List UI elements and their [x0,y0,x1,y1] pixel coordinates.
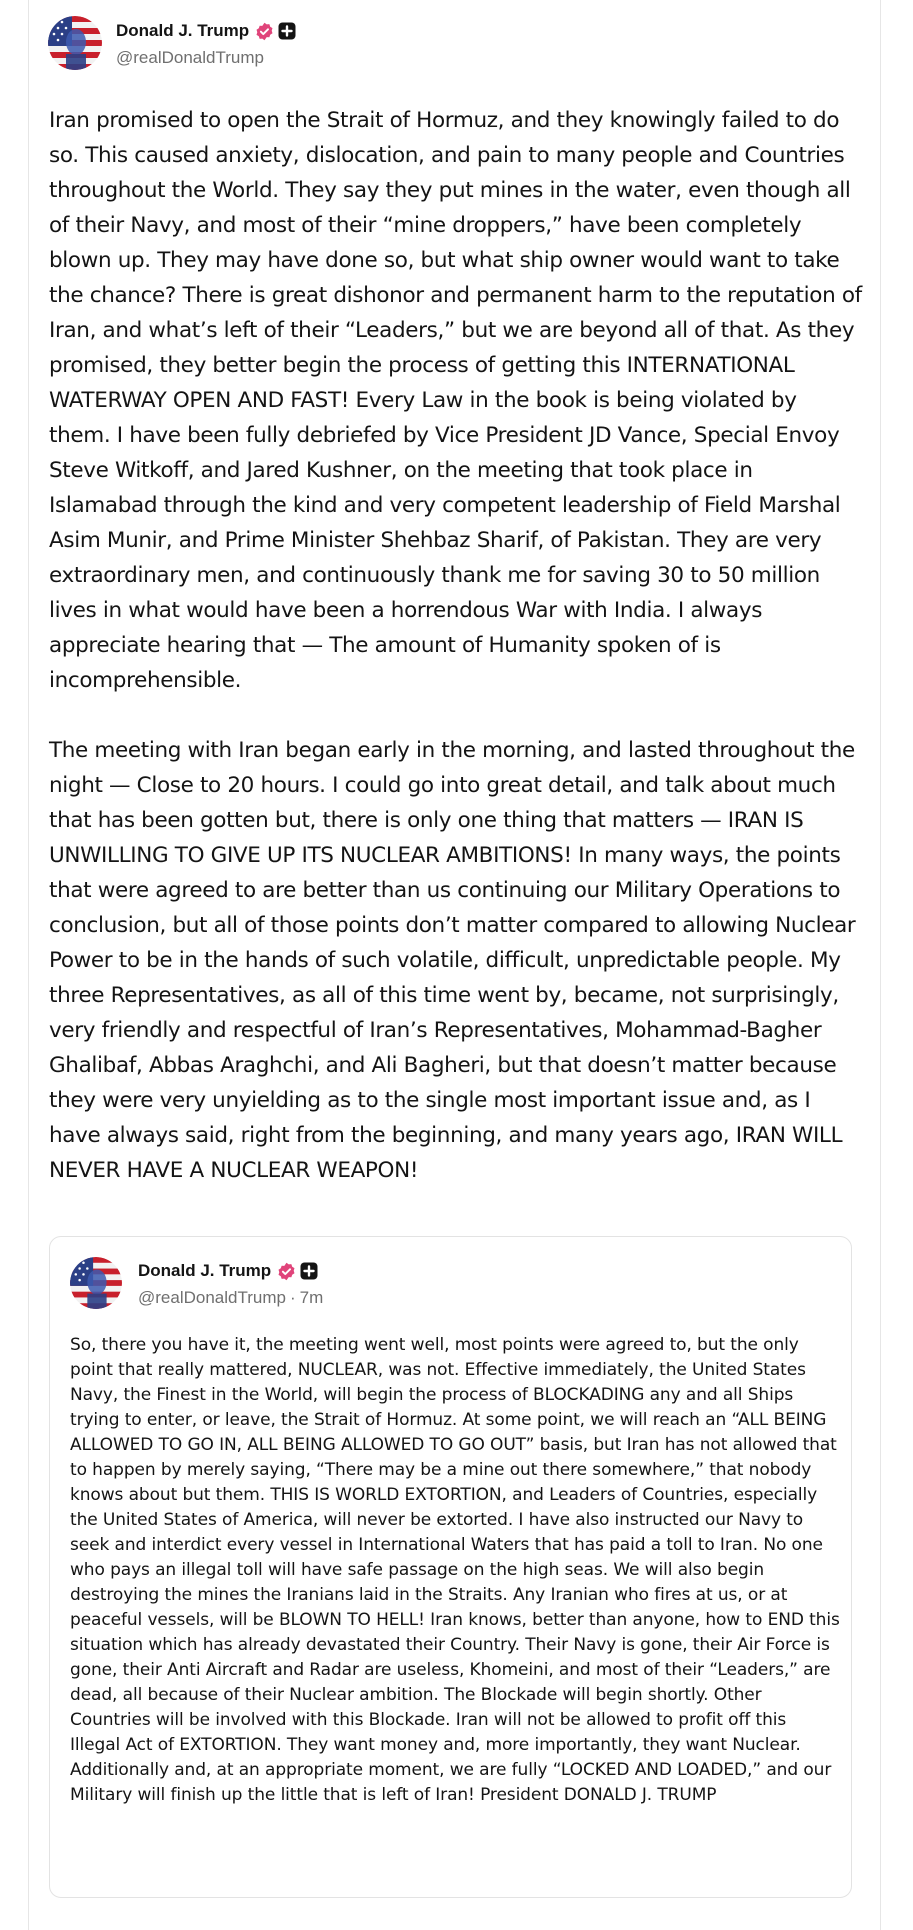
post-paragraph: The meeting with Iran began early in the morning, and lasted throughout the night — Close to 20 hours. I could go into great detail, and talk about much that has been gotten but, there is only one thing that matters — IRAN IS UNWILLING TO GIVE UP ITS NUCLEAR AMBITIONS! In many ways, the points that were agreed to are better than us continuing our Military Operations to conclusion, but all of those points don’t matter compared to allowing Nuclear Power to be in the hands of such volatile, difficult, unpredictable people. My three Representatives, as all of this time went by, became, not surprisingly, very friendly and respectful of Iran’s Representatives, Mohammad-Bagher Ghalibaf, Abbas Araghchi, and Ali Bagheri, but that doesn’t matter because they were very unyielding as to the single most important issue and, as I have always said, right from the beginning, and many years ago, IRAN WILL NEVER HAVE A NUCLEAR WEAPON! [49,738,856,1183]
author-avatar[interactable] [48,16,102,70]
quoted-author-handle[interactable]: @realDonaldTrump [138,1288,286,1307]
quoted-post-time[interactable]: 7m [299,1288,324,1307]
quoted-post-header [70,1257,323,1309]
meta-separator: · [289,1288,296,1307]
quoted-author-name-row [138,1258,323,1284]
author-handle[interactable]: @realDonaldTrump [116,48,264,67]
plus-badge-icon [278,22,296,40]
post-body [49,103,864,1188]
post-paragraph: Iran promised to open the Strait of Hormuz, and they knowingly failed to do so. This caused anxiety, dislocation, and pain to many people and Countries throughout the World. They say they put mines in the water, even though all of their Navy, and most of their “mine droppers,” have been completely blown up. They may have done so, but what ship owner would want to take the chance? There is great dishonor and permanent harm to the reputation of Iran, and what’s left of their “Leaders,” but we are beyond all of that. As they promised, they better begin the process of getting this INTERNATIONAL WATERWAY OPEN AND FAST! Every Law in the book is being violated by them. I have been fully debriefed by Vice President JD Vance, Special Envoy Steve Witkoff, and Jared Kushner, on the meeting that took place in Islamabad through the kind and very competent leadership of Field Marshal Asim Munir, and Prime Minister Shehbaz Sharif, of Pakistan. They are very extraordinary men, and continuously thank me for saving 30 to 50 million lives in what would have been a horrendous War with India. I always appreciate hearing that — The amount of Humanity spoken of is incomprehensible. [49,108,862,693]
plus-badge-icon [300,1262,318,1280]
verified-badge-icon [255,22,274,41]
verified-badge-icon [277,1262,296,1281]
quoted-post-body: So, there you have it, the meeting went well, most points were agreed to, but the only point that really mattered, NUCLEAR, was not. Effective immediately, the United States Navy, the Finest in the World, will begin the process of BLOCKADING any and all Ships trying to enter, or leave, the Strait of Hormuz. At some point, we will reach an “ALL BEING ALLOWED TO GO IN, ALL BEING ALLOWED TO GO OUT” basis, but Iran has not allowed that to happen by merely saying, “There may be a mine out there somewhere,” that nobody knows about but them. THIS IS WORLD EXTORTION, and Leaders of Countries, especially the United States of America, will never be extorted. I have also instructed our Navy to seek and interdict every vessel in International Waters that has paid a toll to Iran. No one who pays an illegal toll will have safe passage on the high seas. We will also begin destroying the mines the Iranians laid in the Straits. Any Iranian who fires at us, or at peaceful vessels, will be BLOWN TO HELL! Iran knows, better than anyone, how to END this situation which has already devastated their Country. Their Navy is gone, their Air Force is gone, their Anti Aircraft and Radar are useless, Khomeini, and most of their “Leaders,” are dead, all because of their Nuclear ambition. The Blockade will begin shortly. Other Countries will be involved with this Blockade. Iran will not be allowed to profit off this Illegal Act of EXTORTION. They want money and, more importantly, they want Nuclear. Additionally and, at an appropriate moment, we are fully “LOCKED AND LOADED,” and our Military will finish up the little that is left of Iran! President DONALD J. TRUMP [70,1335,840,1805]
author-name-row [116,18,296,44]
author-info [116,18,296,68]
author-name[interactable]: Donald J. Trump [116,21,250,40]
quoted-author-avatar[interactable] [70,1257,122,1309]
quoted-author-meta [138,1288,323,1308]
quoted-author-info [138,1258,323,1308]
post-header [48,16,296,70]
quoted-author-name[interactable]: Donald J. Trump [138,1261,272,1280]
quoted-post[interactable] [49,1236,852,1898]
